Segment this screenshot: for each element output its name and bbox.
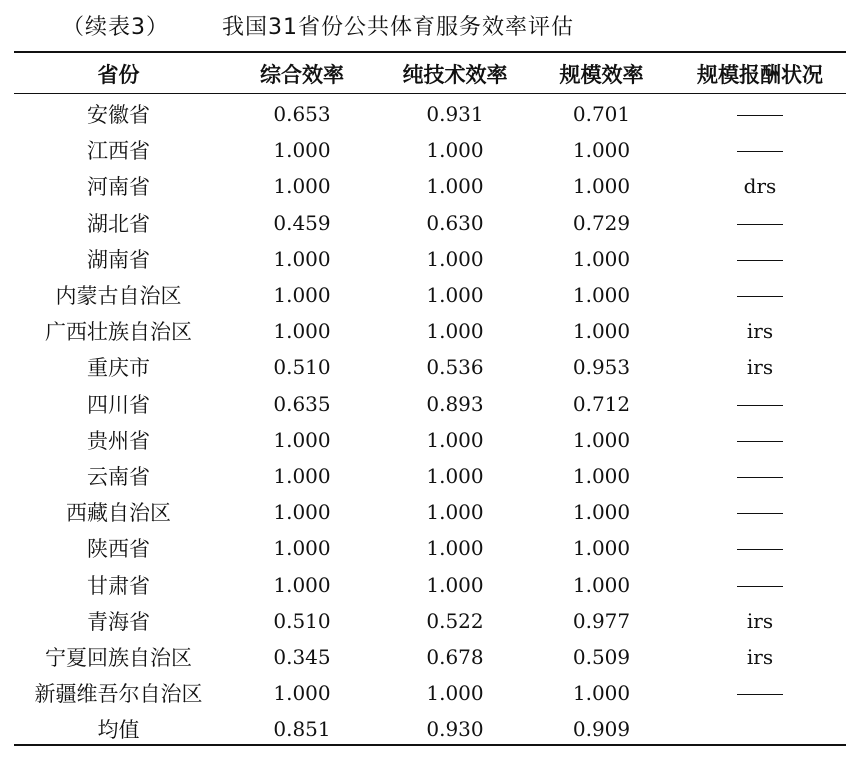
pure-technical-efficiency-cell: 1.000 xyxy=(426,427,484,452)
returns-to-scale-cell xyxy=(674,93,846,132)
dash-mark xyxy=(737,151,783,152)
returns-to-scale-cell xyxy=(674,494,846,530)
scale-efficiency-cell: 0.712 xyxy=(572,391,631,416)
scale-efficiency-cell: 1.000 xyxy=(572,463,631,488)
scale-efficiency-cell: 1.000 xyxy=(572,174,631,199)
dash-mark xyxy=(737,477,783,478)
table-row xyxy=(14,494,846,530)
returns-to-scale-cell: irs xyxy=(746,319,774,344)
technical-efficiency-cell: 1.000 xyxy=(273,681,331,706)
header-scale-efficiency: 规模效率 xyxy=(559,63,644,87)
province-cell: 新疆维吾尔自治区 xyxy=(34,682,203,707)
technical-efficiency-cell: 1.000 xyxy=(273,319,331,344)
technical-efficiency-cell: 0.653 xyxy=(273,102,331,127)
returns-to-scale-cell xyxy=(674,422,846,458)
province-cell: 西藏自治区 xyxy=(66,501,171,526)
table-body xyxy=(14,93,846,747)
table-row xyxy=(14,93,846,132)
dash-mark xyxy=(737,549,783,550)
technical-efficiency-cell: 1.000 xyxy=(273,500,331,525)
pure-technical-efficiency-cell: 1.000 xyxy=(426,463,484,488)
pure-technical-efficiency-cell: 0.678 xyxy=(426,644,484,669)
table-row xyxy=(14,603,846,639)
returns-to-scale-cell xyxy=(674,530,846,566)
scale-efficiency-cell: 1.000 xyxy=(572,536,631,561)
scale-efficiency-cell: 1.000 xyxy=(572,572,631,597)
technical-efficiency-cell: 1.000 xyxy=(273,246,331,271)
table-row xyxy=(14,639,846,675)
header-province: 省份 xyxy=(97,63,140,87)
returns-to-scale-cell: irs xyxy=(746,608,774,633)
pure-technical-efficiency-cell: 1.000 xyxy=(426,536,484,561)
returns-to-scale-cell xyxy=(674,277,846,313)
pure-technical-efficiency-cell: 0.930 xyxy=(426,717,484,742)
returns-to-scale-cell: irs xyxy=(746,355,774,380)
pure-technical-efficiency-cell: 1.000 xyxy=(426,681,484,706)
province-cell: 河南省 xyxy=(87,175,150,200)
province-cell: 广西壮族自治区 xyxy=(45,320,192,345)
pure-technical-efficiency-cell: 0.893 xyxy=(426,391,484,416)
province-cell: 云南省 xyxy=(87,464,150,489)
technical-efficiency-cell: 1.000 xyxy=(273,572,331,597)
header-pure-technical-efficiency: 纯技术效率 xyxy=(402,63,508,87)
pure-technical-efficiency-cell: 0.630 xyxy=(426,210,484,235)
pure-technical-efficiency-cell: 0.536 xyxy=(426,355,484,380)
scale-efficiency-cell: 0.909 xyxy=(572,717,631,742)
scale-efficiency-cell: 0.977 xyxy=(572,608,631,633)
technical-efficiency-cell: 1.000 xyxy=(273,174,331,199)
province-cell: 青海省 xyxy=(87,609,150,634)
table-row xyxy=(14,386,846,422)
returns-to-scale-cell xyxy=(674,205,846,241)
province-cell: 重庆市 xyxy=(87,356,150,381)
header-row xyxy=(14,55,846,93)
dash-mark xyxy=(737,441,783,442)
returns-to-scale-cell xyxy=(674,458,846,494)
technical-efficiency-cell: 0.510 xyxy=(273,608,331,633)
province-cell: 均值 xyxy=(97,718,140,743)
technical-efficiency-cell: 0.510 xyxy=(273,355,331,380)
technical-efficiency-cell: 1.000 xyxy=(273,427,331,452)
table-row xyxy=(14,566,846,602)
dash-mark xyxy=(737,586,783,587)
pure-technical-efficiency-cell: 1.000 xyxy=(426,500,484,525)
province-cell: 甘肃省 xyxy=(87,573,150,598)
province-cell: 湖南省 xyxy=(87,247,150,272)
table-row xyxy=(14,205,846,241)
scale-efficiency-cell: 1.000 xyxy=(572,427,631,452)
scale-efficiency-cell: 1.000 xyxy=(572,500,631,525)
scale-efficiency-cell: 1.000 xyxy=(572,138,631,163)
technical-efficiency-cell: 1.000 xyxy=(273,283,331,308)
table-row xyxy=(14,241,846,277)
technical-efficiency-cell: 0.851 xyxy=(273,717,331,742)
scale-efficiency-cell: 0.701 xyxy=(572,102,631,127)
dash-mark xyxy=(737,513,783,514)
table-row xyxy=(14,168,846,204)
table-row xyxy=(14,458,846,494)
pure-technical-efficiency-cell: 1.000 xyxy=(426,138,484,163)
returns-to-scale-cell: drs xyxy=(743,174,777,199)
pure-technical-efficiency-cell: 1.000 xyxy=(426,319,484,344)
table-row xyxy=(14,711,846,747)
dash-mark xyxy=(737,224,783,225)
scale-efficiency-cell: 0.509 xyxy=(572,644,631,669)
table-row xyxy=(14,530,846,566)
returns-to-scale-cell xyxy=(674,675,846,711)
pure-technical-efficiency-cell: 1.000 xyxy=(426,283,484,308)
returns-to-scale-cell xyxy=(674,711,846,747)
province-cell: 四川省 xyxy=(87,392,150,417)
table-row xyxy=(14,349,846,385)
scale-efficiency-cell: 1.000 xyxy=(572,319,631,344)
pure-technical-efficiency-cell: 1.000 xyxy=(426,572,484,597)
header-technical-efficiency: 综合效率 xyxy=(260,63,344,87)
table-title: 我国31省份公共体育服务效率评估 xyxy=(222,15,574,40)
returns-to-scale-cell xyxy=(674,132,846,168)
scale-efficiency-cell: 0.729 xyxy=(572,210,631,235)
technical-efficiency-cell: 0.635 xyxy=(273,391,331,416)
province-cell: 湖北省 xyxy=(87,211,150,236)
pure-technical-efficiency-cell: 0.522 xyxy=(426,608,484,633)
table-caption xyxy=(0,10,863,46)
efficiency-table xyxy=(14,55,846,747)
top-rule xyxy=(14,51,846,53)
province-cell: 内蒙古自治区 xyxy=(55,284,182,309)
table-row xyxy=(14,675,846,711)
scale-efficiency-cell: 1.000 xyxy=(572,246,631,271)
province-cell: 贵州省 xyxy=(87,428,150,453)
scale-efficiency-cell: 1.000 xyxy=(572,283,631,308)
province-cell: 江西省 xyxy=(87,139,150,164)
table-row xyxy=(14,313,846,349)
technical-efficiency-cell: 1.000 xyxy=(273,138,331,163)
technical-efficiency-cell: 1.000 xyxy=(273,463,331,488)
dash-mark xyxy=(737,405,783,406)
technical-efficiency-cell: 0.459 xyxy=(273,210,331,235)
dash-mark xyxy=(737,296,783,297)
pure-technical-efficiency-cell: 0.931 xyxy=(426,102,484,127)
returns-to-scale-cell xyxy=(674,566,846,602)
table-row xyxy=(14,422,846,458)
table-row xyxy=(14,132,846,168)
scale-efficiency-cell: 1.000 xyxy=(572,681,631,706)
header-returns-to-scale: 规模报酬状况 xyxy=(697,63,823,87)
returns-to-scale-cell xyxy=(674,386,846,422)
dash-mark xyxy=(737,115,783,116)
returns-to-scale-cell xyxy=(674,241,846,277)
caption-continued: （续表3） xyxy=(62,15,169,40)
dash-mark xyxy=(737,260,783,261)
scale-efficiency-cell: 0.953 xyxy=(572,355,631,380)
province-cell: 安徽省 xyxy=(87,103,150,128)
province-cell: 宁夏回族自治区 xyxy=(45,645,192,670)
pure-technical-efficiency-cell: 1.000 xyxy=(426,174,484,199)
returns-to-scale-cell: irs xyxy=(746,644,774,669)
pure-technical-efficiency-cell: 1.000 xyxy=(426,246,484,271)
technical-efficiency-cell: 1.000 xyxy=(273,536,331,561)
dash-mark xyxy=(737,694,783,695)
technical-efficiency-cell: 0.345 xyxy=(273,644,331,669)
table-row xyxy=(14,277,846,313)
province-cell: 陕西省 xyxy=(87,537,150,562)
